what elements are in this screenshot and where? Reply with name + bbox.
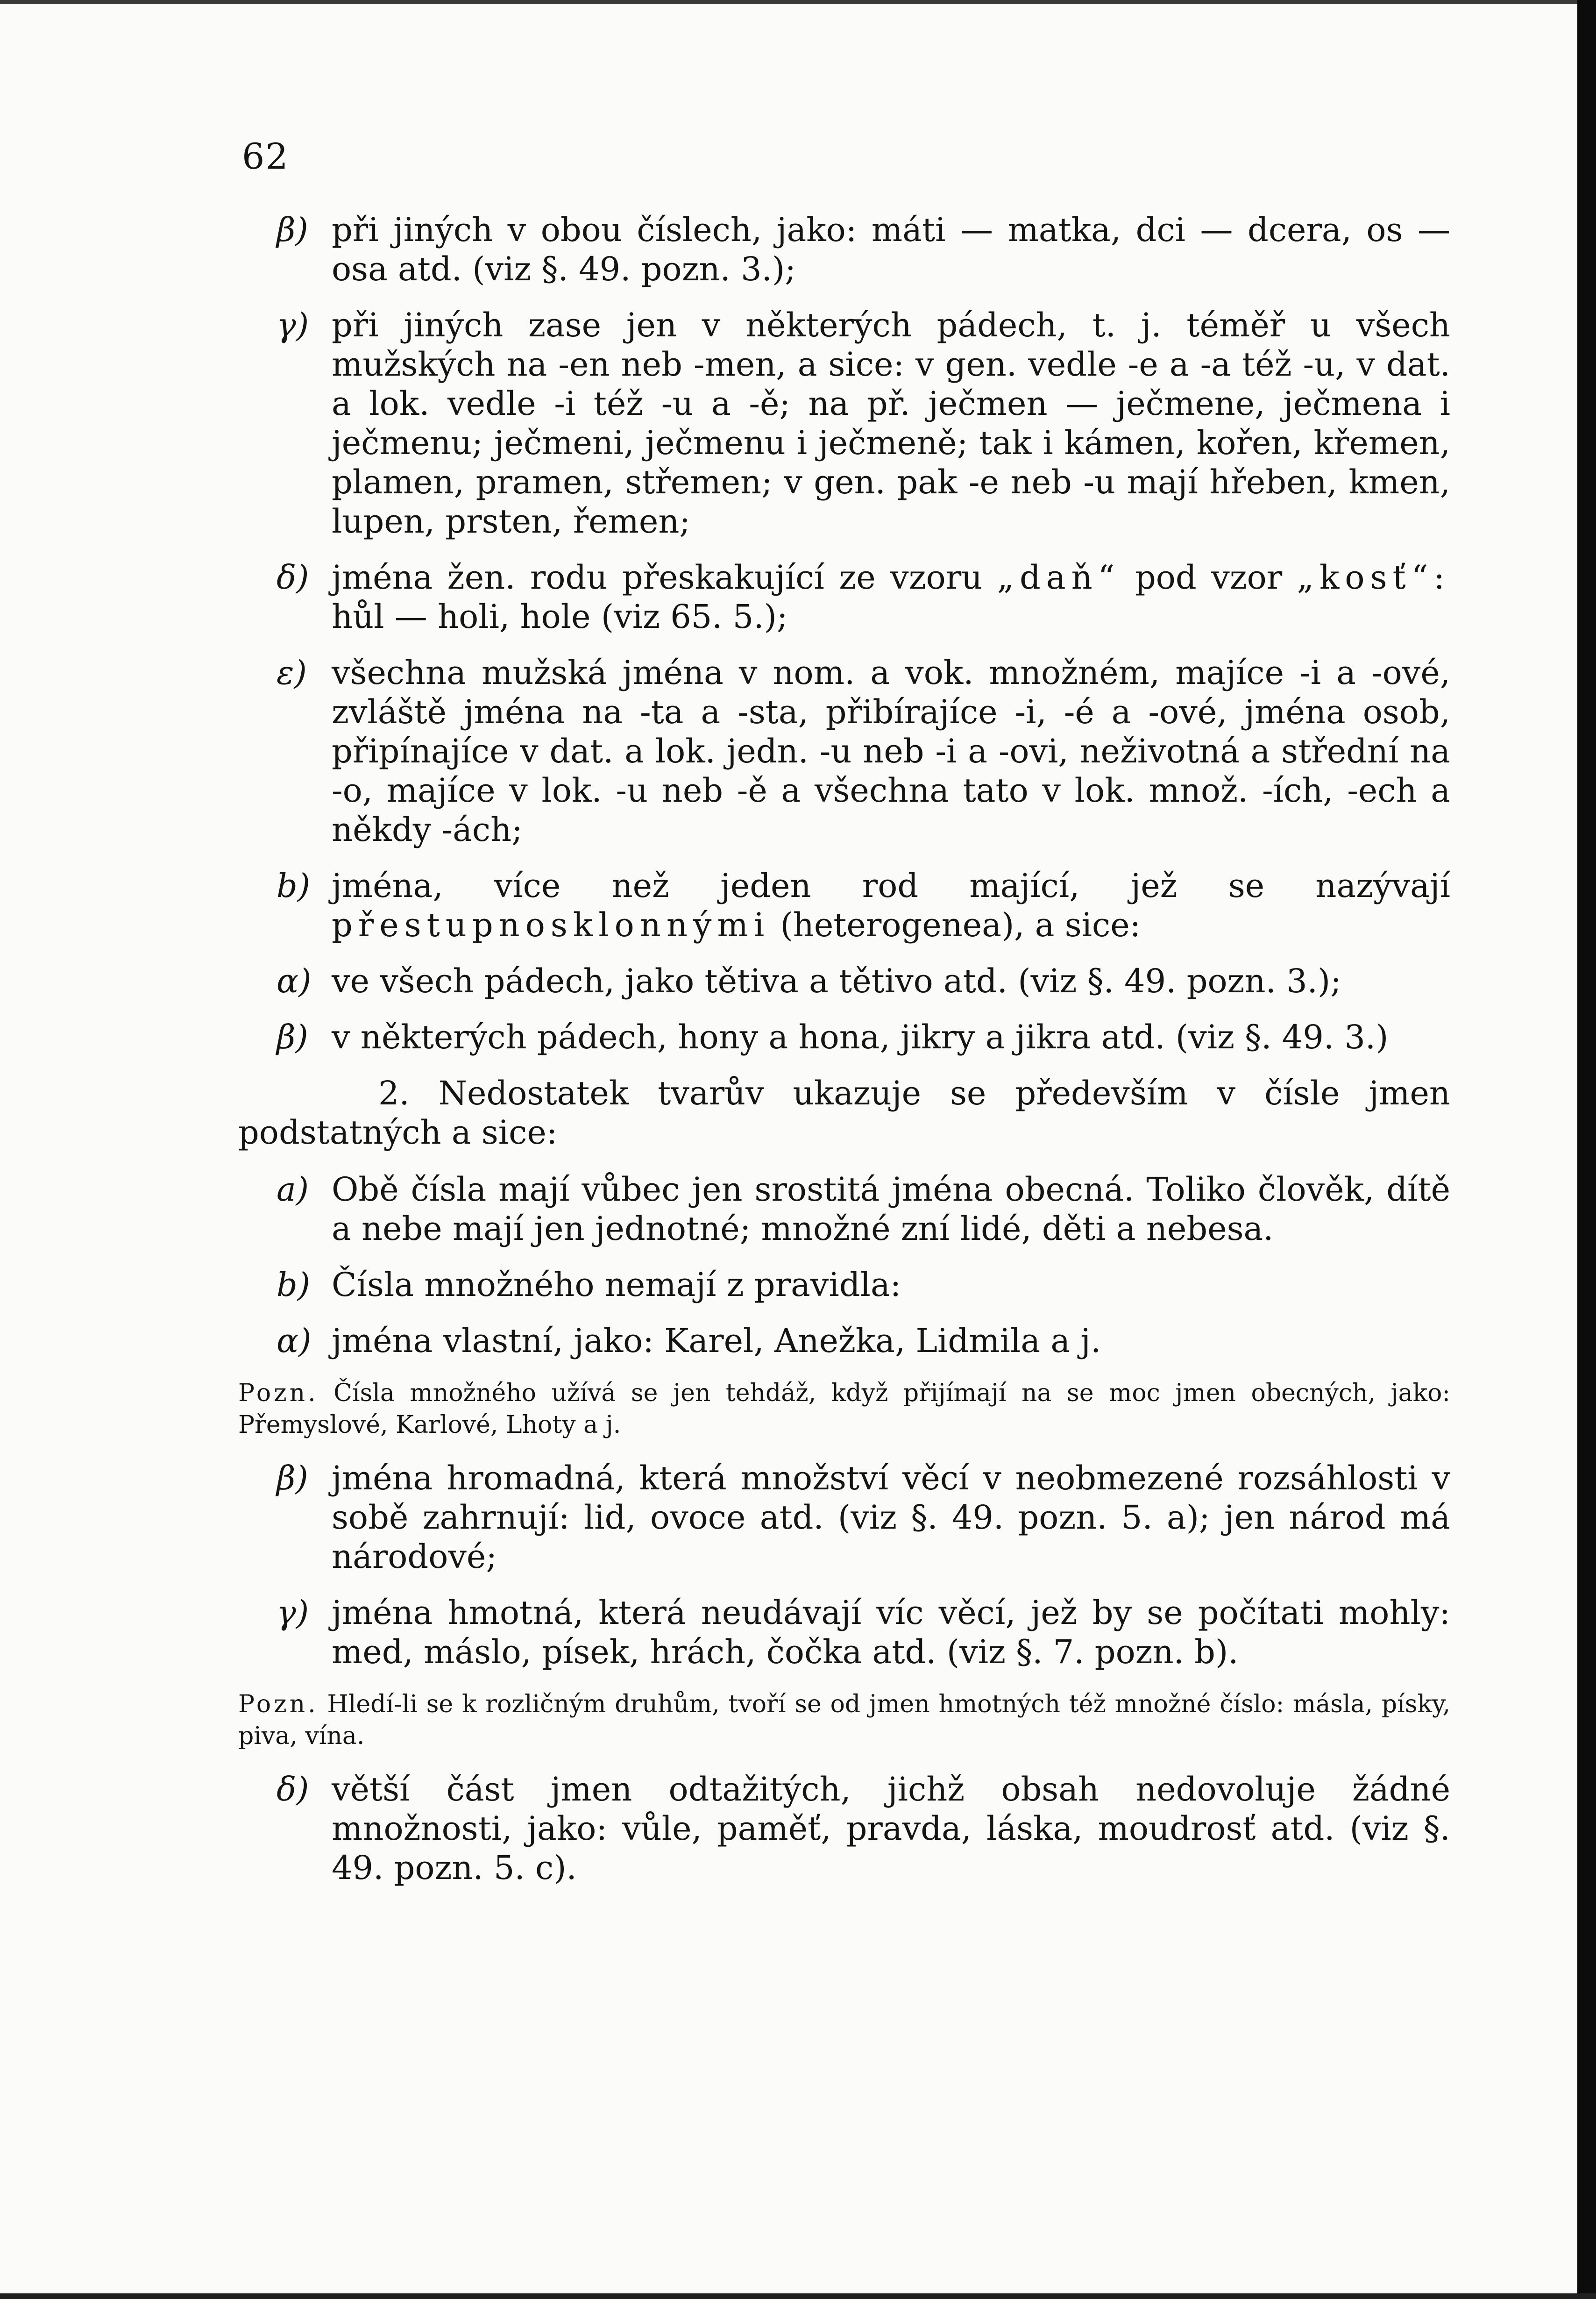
item-marker: β)	[277, 1018, 308, 1056]
item-marker: δ)	[277, 1770, 309, 1808]
list-item	[238, 1018, 1450, 1057]
scan-edge-right	[1577, 0, 1596, 2299]
list-item	[238, 1265, 1450, 1304]
item-marker: b)	[277, 867, 311, 905]
spaced-word: „daň“	[997, 558, 1121, 597]
scan-edge-bottom	[0, 2293, 1596, 2299]
item-text: jména hmotná, která neudávají víc věcí, jež by se počítati mohly: med, máslo, písek, hrách, čočka atd. (viz §. 7. pozn. b).	[332, 1594, 1450, 1671]
spaced-word: „kosť“:	[1297, 558, 1450, 597]
page-number: 62	[242, 135, 289, 177]
item-marker: γ)	[277, 306, 309, 344]
list-item	[238, 558, 1450, 636]
item-text: Obě čísla mají vůbec jen srostitá jména obecná. Toliko člověk, dítě a nebe mají jen jednotné; množné zní lidé, děti a nebesa.	[332, 1170, 1450, 1248]
item-text: hůl — holi, hole (viz 65. 5.);	[332, 598, 788, 636]
item-text: v některých pádech, hony a hona, jikry a jikra atd. (viz §. 49. 3.)	[332, 1018, 1389, 1056]
item-marker: γ)	[277, 1594, 309, 1632]
item-text: všechna mužská jména v nom. a vok. množném, majíce -i a -ové, zvláště jména na -ta a -sta, přibírajíce -i, -é a -ové, jména osob, připínajíce v dat. a lok. jedn. -u neb -i a -ovi, neživotná a střední na -o, majíce v lok. -u neb -ě a všechna tato v lok. množ. -ích, -ech a někdy -ách;	[332, 654, 1450, 849]
footnote	[238, 1377, 1450, 1441]
item-marker: α)	[277, 1322, 312, 1360]
list-item	[238, 1593, 1450, 1672]
item-marker: δ)	[277, 558, 309, 597]
note-label: Pozn.	[238, 1379, 319, 1407]
item-text: větší část jmen odtažitých, jichž obsah nedovoluje žádné množnosti, jako: vůle, paměť, pravda, láska, moudrosť atd. (viz §. 49. pozn. 5. c).	[332, 1770, 1450, 1887]
body-text	[238, 210, 1450, 1904]
item-marker: β)	[277, 1459, 308, 1497]
list-item	[238, 306, 1450, 541]
paragraph: 2. Nedostatek tvarův ukazuje se především v čísle jmen podstatných a sice:	[238, 1074, 1450, 1152]
item-text: jména hromadná, která množství věcí v neobmezené rozsáhlosti v sobě zahrnují: lid, ovoce atd. (viz §. 49. pozn. 5. a); jen národ má národové;	[332, 1459, 1450, 1576]
item-text: pod vzor	[1135, 558, 1283, 597]
list-item	[238, 1321, 1450, 1360]
item-marker: ε)	[277, 654, 307, 692]
item-marker: β)	[277, 211, 308, 249]
list-item	[238, 210, 1450, 289]
footnote	[238, 1688, 1450, 1752]
item-marker: b)	[277, 1266, 311, 1304]
item-text: Čísla množného nemají z pravidla:	[332, 1266, 901, 1304]
list-item	[238, 866, 1450, 945]
item-marker: α)	[277, 962, 312, 1000]
list-item	[238, 1770, 1450, 1887]
item-text: jména žen. rodu přeskakující ze vzoru	[332, 558, 983, 597]
item-text: při jiných zase jen v některých pádech, t. j. téměř u všech mužských na -en neb -men, a sice: v gen. vedle -e a -a též -u, v dat. a lok. vedle -i též -u a -ě; na př. ječmen — ječmene, ječmena i ječmenu; ječmeni, ječmenu i ječmeně; tak i kámen, kořen, křemen, plamen, pramen, střemen; v gen. pak -e neb -u mají hřeben, kmen, lupen, prsten, řemen;	[332, 306, 1450, 541]
item-text: (heterogenea), a sice:	[780, 906, 1141, 944]
list-item	[238, 1459, 1450, 1576]
note-text: Hledí-li se k rozličným druhům, tvoří se od jmen hmotných též množné číslo: másla, písky, piva, vína.	[238, 1690, 1450, 1750]
item-text: při jiných v obou číslech, jako: máti — matka, dci — dcera, os — osa atd. (viz §. 49. pozn. 3.);	[332, 211, 1450, 288]
note-text: Čísla množného užívá se jen tehdáž, když přijímají na se moc jmen obecných, jako: Přemyslové, Karlové, Lhoty a j.	[238, 1379, 1451, 1439]
note-label: Pozn.	[238, 1690, 319, 1718]
item-marker: a)	[277, 1170, 309, 1209]
item-text: ve všech pádech, jako tětiva a tětivo atd. (viz §. 49. pozn. 3.);	[332, 962, 1341, 1000]
list-item	[238, 961, 1450, 1001]
item-text: jména vlastní, jako: Karel, Anežka, Lidmila a j.	[332, 1322, 1101, 1360]
scan-edge-top	[0, 0, 1596, 4]
list-item	[238, 653, 1450, 849]
item-text: jména, více než jeden rod mající, jež se nazývají	[332, 867, 1450, 905]
list-item	[238, 1170, 1450, 1248]
spaced-word: přestupnosklonnými	[332, 906, 770, 944]
